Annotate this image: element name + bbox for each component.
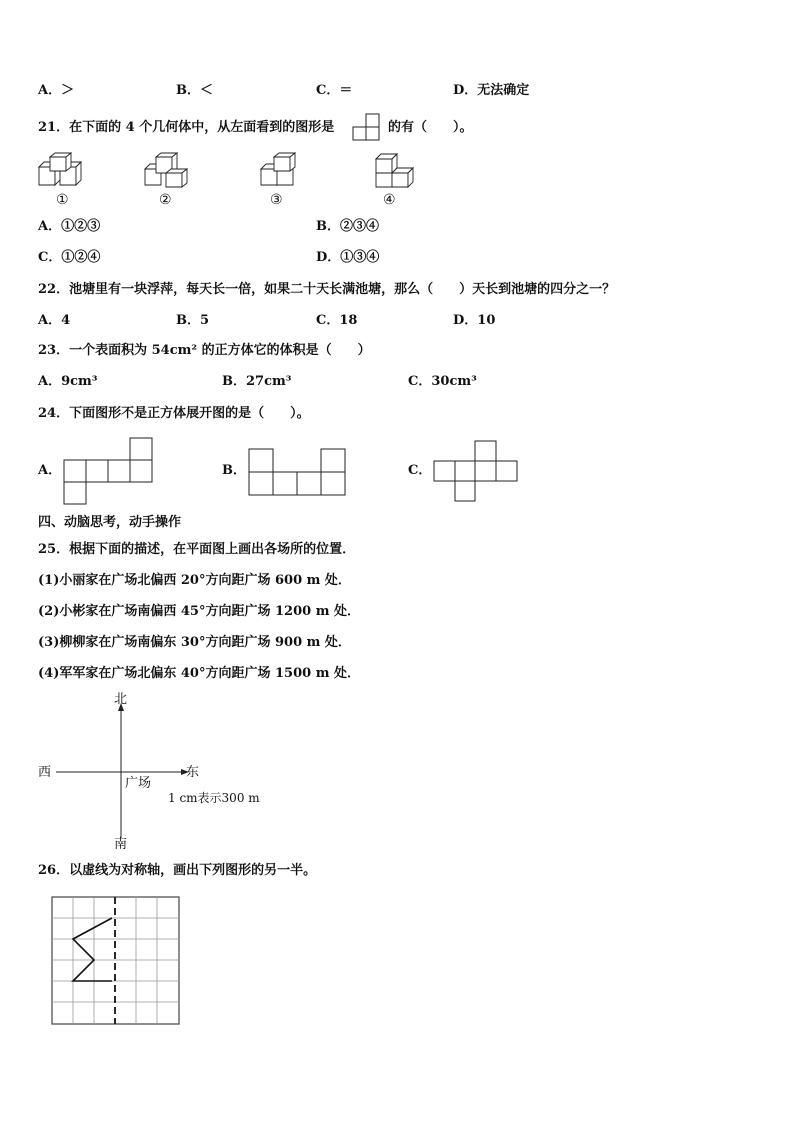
q21-figure-label-4: ④ xyxy=(383,192,396,208)
q20-option-a[interactable]: A．＞ xyxy=(38,83,75,98)
q22-option-b[interactable]: B．5 xyxy=(176,313,210,328)
q20-option-b[interactable]: B．＜ xyxy=(176,83,213,98)
q24-net-c[interactable] xyxy=(433,440,519,502)
q22-option-c[interactable]: C．18 xyxy=(316,313,358,328)
q22-option-a[interactable]: A．4 xyxy=(38,313,71,328)
q25-item-2: (2)小彬家在广场南偏西 45°方向距广场 1200 m 处． xyxy=(38,604,360,619)
q21-option-b[interactable]: B．②③④ xyxy=(316,219,379,234)
q24-option-c[interactable]: C． xyxy=(408,463,432,478)
compass-east-label: 东 xyxy=(186,765,200,780)
q21-solid-3[interactable] xyxy=(260,153,308,189)
q24-net-a[interactable] xyxy=(63,438,155,504)
q26-stem: 26．以虚线为对称轴，画出下列图形的另一半。 xyxy=(38,863,317,878)
q21-stem-tail: 的有（ ）。 xyxy=(388,120,473,135)
q24-option-b[interactable]: B． xyxy=(222,463,246,478)
q25-item-1: (1)小丽家在广场北偏西 20°方向距广场 600 m 处． xyxy=(38,573,351,588)
q25-item-3: (3)柳柳家在广场南偏东 30°方向距广场 900 m 处． xyxy=(38,635,351,650)
q21-figure-label-2: ② xyxy=(159,192,172,208)
q24-stem: 24．下面图形不是正方体展开图的是（ ）。 xyxy=(38,406,310,421)
compass-diagram[interactable] xyxy=(50,700,200,845)
section-heading: 四、动脑思考，动手操作 xyxy=(38,515,182,530)
q20-option-d[interactable]: D．无法确定 xyxy=(453,83,530,98)
q21-stem: 21．在下面的 4 个几何体中，从左面看到的图形是 xyxy=(38,120,335,135)
compass-north-label: 北 xyxy=(114,692,128,707)
q21-solid-1[interactable] xyxy=(38,153,86,189)
q21-option-d[interactable]: D．①③④ xyxy=(316,250,380,265)
q21-figure-label-3: ③ xyxy=(270,192,283,208)
q23-stem: 23．一个表面积为 54cm² 的正方体它的体积是（ ） xyxy=(38,343,371,358)
q24-option-a[interactable]: A． xyxy=(38,463,62,478)
compass-south-label: 南 xyxy=(114,837,128,852)
q23-option-c[interactable]: C．30cm³ xyxy=(408,374,477,389)
q23-option-a[interactable]: A．9cm³ xyxy=(38,374,98,389)
q21-figure-label-1: ① xyxy=(56,192,69,208)
q25-stem: 25．根据下面的描述，在平面图上画出各场所的位置． xyxy=(38,542,356,557)
q21-option-c[interactable]: C．①②④ xyxy=(38,250,101,265)
compass-center-label: 广场 xyxy=(125,776,152,791)
q21-solid-2[interactable] xyxy=(144,153,192,189)
q21-solid-4[interactable] xyxy=(375,153,423,189)
q22-stem: 22．池塘里有一块浮萍，每天长一倍，如果二十天长满池塘，那么（ ）天长到池塘的四分之一？ xyxy=(38,282,616,297)
q23-option-b[interactable]: B．27cm³ xyxy=(222,374,292,389)
q25-item-4: (4)军军家在广场北偏东 40°方向距广场 1500 m 处． xyxy=(38,666,360,681)
q22-option-d[interactable]: D．10 xyxy=(453,313,496,328)
q21-left-view-figure xyxy=(352,113,382,141)
q24-net-b[interactable] xyxy=(248,448,348,496)
q21-option-a[interactable]: A．①②③ xyxy=(38,219,101,234)
q20-option-c[interactable]: C．＝ xyxy=(316,83,353,98)
symmetry-grid[interactable] xyxy=(48,893,182,1027)
scale-label: 1 cm表示300 m xyxy=(168,791,260,805)
compass-west-label: 西 xyxy=(38,765,52,780)
